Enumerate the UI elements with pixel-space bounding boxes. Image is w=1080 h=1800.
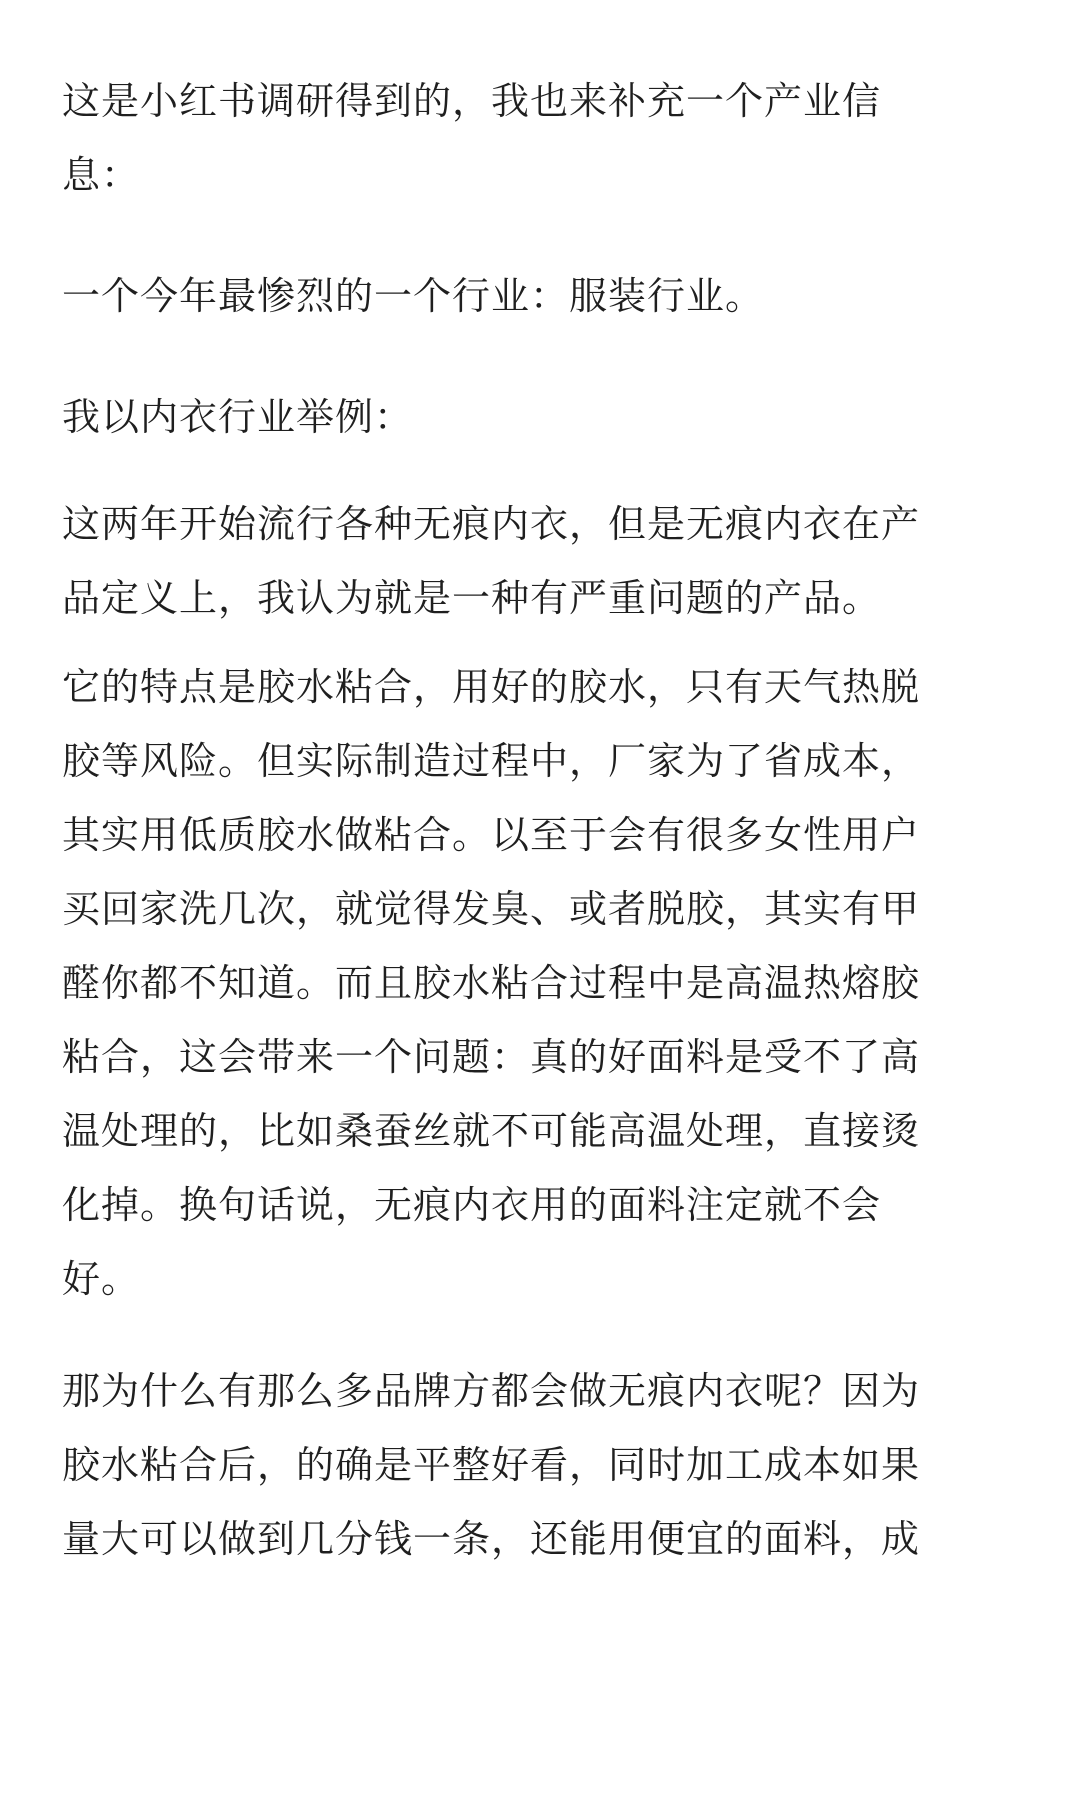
paragraph-glue xyxy=(62,650,1030,1316)
paragraph-intro xyxy=(62,64,1030,212)
text-line: 化掉。换句话说，无痕内衣用的面料注定就不会 xyxy=(62,1183,882,1227)
text-line: 这两年开始流行各种无痕内衣，但是无痕内衣在产 xyxy=(62,502,921,546)
text-line: 量大可以做到几分钱一条，还能用便宜的面料，成 xyxy=(62,1517,921,1561)
paragraph-seamless xyxy=(62,487,1030,635)
text-line: 温处理的，比如桑蚕丝就不可能高温处理，直接烫 xyxy=(62,1109,921,1153)
text-line: 那为什么有那么多品牌方都会做无痕内衣呢？因为 xyxy=(62,1369,921,1413)
text-line: 其实用低质胶水做粘合。以至于会有很多女性用户 xyxy=(62,813,921,857)
text-line: 品定义上，我认为就是一种有严重问题的产品。 xyxy=(62,576,882,620)
text-line: 粘合，这会带来一个问题：真的好面料是受不了高 xyxy=(62,1035,921,1079)
text-line: 它的特点是胶水粘合，用好的胶水，只有天气热脱 xyxy=(62,665,921,709)
paragraph-industry xyxy=(62,259,1030,333)
text-line: 一个今年最惨烈的一个行业：服装行业。 xyxy=(62,274,765,318)
text-line: 买回家洗几次，就觉得发臭、或者脱胶，其实有甲 xyxy=(62,887,921,931)
text-line: 好。 xyxy=(62,1257,141,1301)
paragraph-example xyxy=(62,380,1030,454)
text-line: 胶水粘合后，的确是平整好看，同时加工成本如果 xyxy=(62,1443,921,1487)
text-line: 我以内衣行业举例： xyxy=(62,395,414,439)
paragraph-why xyxy=(62,1354,1030,1576)
text-line: 息： xyxy=(62,153,141,197)
text-line: 醛你都不知道。而且胶水粘合过程中是高温热熔胶 xyxy=(62,961,921,1005)
text-line: 这是小红书调研得到的，我也来补充一个产业信 xyxy=(62,79,882,123)
text-line: 胶等风险。但实际制造过程中，厂家为了省成本， xyxy=(62,739,921,783)
